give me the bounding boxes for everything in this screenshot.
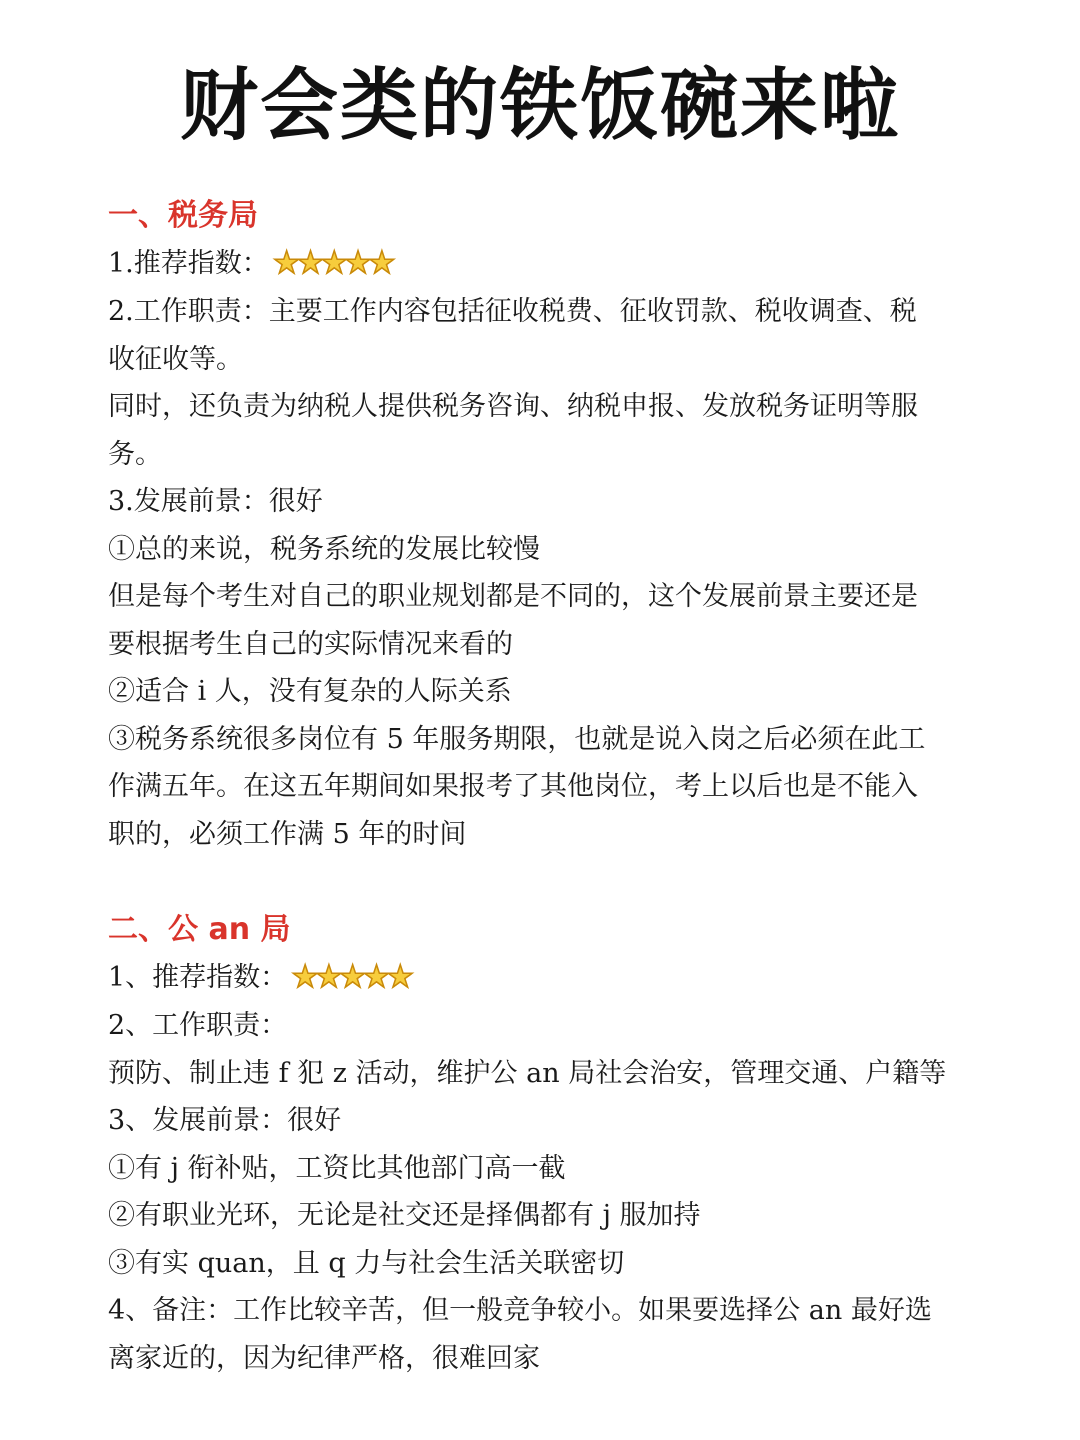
- prospect-line: 3.发展前景：很好: [108, 486, 323, 518]
- point-line: 但是每个考生对自己的职业规划都是不同的，这个发展前景主要还是: [108, 581, 918, 613]
- recommendation-row: [108, 954, 978, 1002]
- point-line: 职的，必须工作满 5 年的时间: [108, 818, 467, 850]
- star-icon: ★: [344, 244, 368, 281]
- recommendation-label: 1、推荐指数：: [108, 962, 288, 993]
- star-icon: ★: [367, 244, 392, 281]
- duty-line: 2.工作职责：主要工作内容包括征收税费、征收罚款、税收调查、税: [108, 296, 917, 328]
- point-line: 要根据考生自己的实际情况来看的: [108, 628, 513, 660]
- section-police-bureau: [108, 906, 978, 1382]
- point-line: 作满五年。在这五年期间如果报考了其他岗位，考上以后也是不能入: [108, 771, 918, 803]
- note-line: 离家近的，因为纪律严格，很难回家: [108, 1342, 540, 1374]
- star-rating: [291, 955, 410, 1003]
- point-line: ③税务系统很多岗位有 5 年服务期限，也就是说入岗之后必须在此工: [108, 723, 926, 755]
- recommendation-label: 1.推荐指数：: [108, 248, 269, 279]
- star-icon: ★: [272, 244, 297, 281]
- star-icon: ★: [296, 244, 321, 281]
- duty-label: 2、工作职责：: [108, 1010, 288, 1042]
- star-icon: ★: [386, 958, 411, 995]
- point-line: ①总的来说，税务系统的发展比较慢: [108, 533, 540, 565]
- point-line: ③有实 quan，且 q 力与社会生活关联密切: [108, 1247, 625, 1279]
- duty-line: 同时，还负责为纳税人提供税务咨询、纳税申报、发放税务证明等服: [108, 391, 918, 423]
- star-icon: ★: [314, 958, 339, 995]
- prospect-line: 3、发展前景：很好: [108, 1105, 342, 1137]
- point-line: ②有职业光环，无论是社交还是择偶都有 j 服加持: [108, 1200, 701, 1232]
- star-icon: ★: [362, 958, 387, 995]
- section-heading: 一、税务局: [108, 198, 258, 233]
- point-line: ①有 j 衔补贴，工资比其他部门高一截: [108, 1152, 566, 1184]
- page-title: 财会类的铁饭碗来啦: [179, 61, 900, 151]
- note-line: 4、备注：工作比较辛苦，但一般竞争较小。如果要选择公 an 最好选: [108, 1295, 932, 1327]
- star-icon: ★: [320, 244, 345, 281]
- point-line: ②适合 i 人，没有复杂的人际关系: [108, 676, 512, 708]
- duty-line: 收征收等。: [108, 343, 243, 375]
- star-icon: ★: [291, 958, 315, 995]
- section-tax-bureau: [108, 192, 978, 858]
- duty-line: 务。: [108, 438, 162, 470]
- star-icon: ★: [338, 958, 363, 995]
- recommendation-row: [108, 240, 978, 288]
- star-rating: [273, 241, 392, 289]
- section-heading: 二、公 an 局: [108, 912, 291, 947]
- duty-line: 预防、制止违 f 犯 z 活动，维护公 an 局社会治安，管理交通、户籍等: [108, 1057, 947, 1089]
